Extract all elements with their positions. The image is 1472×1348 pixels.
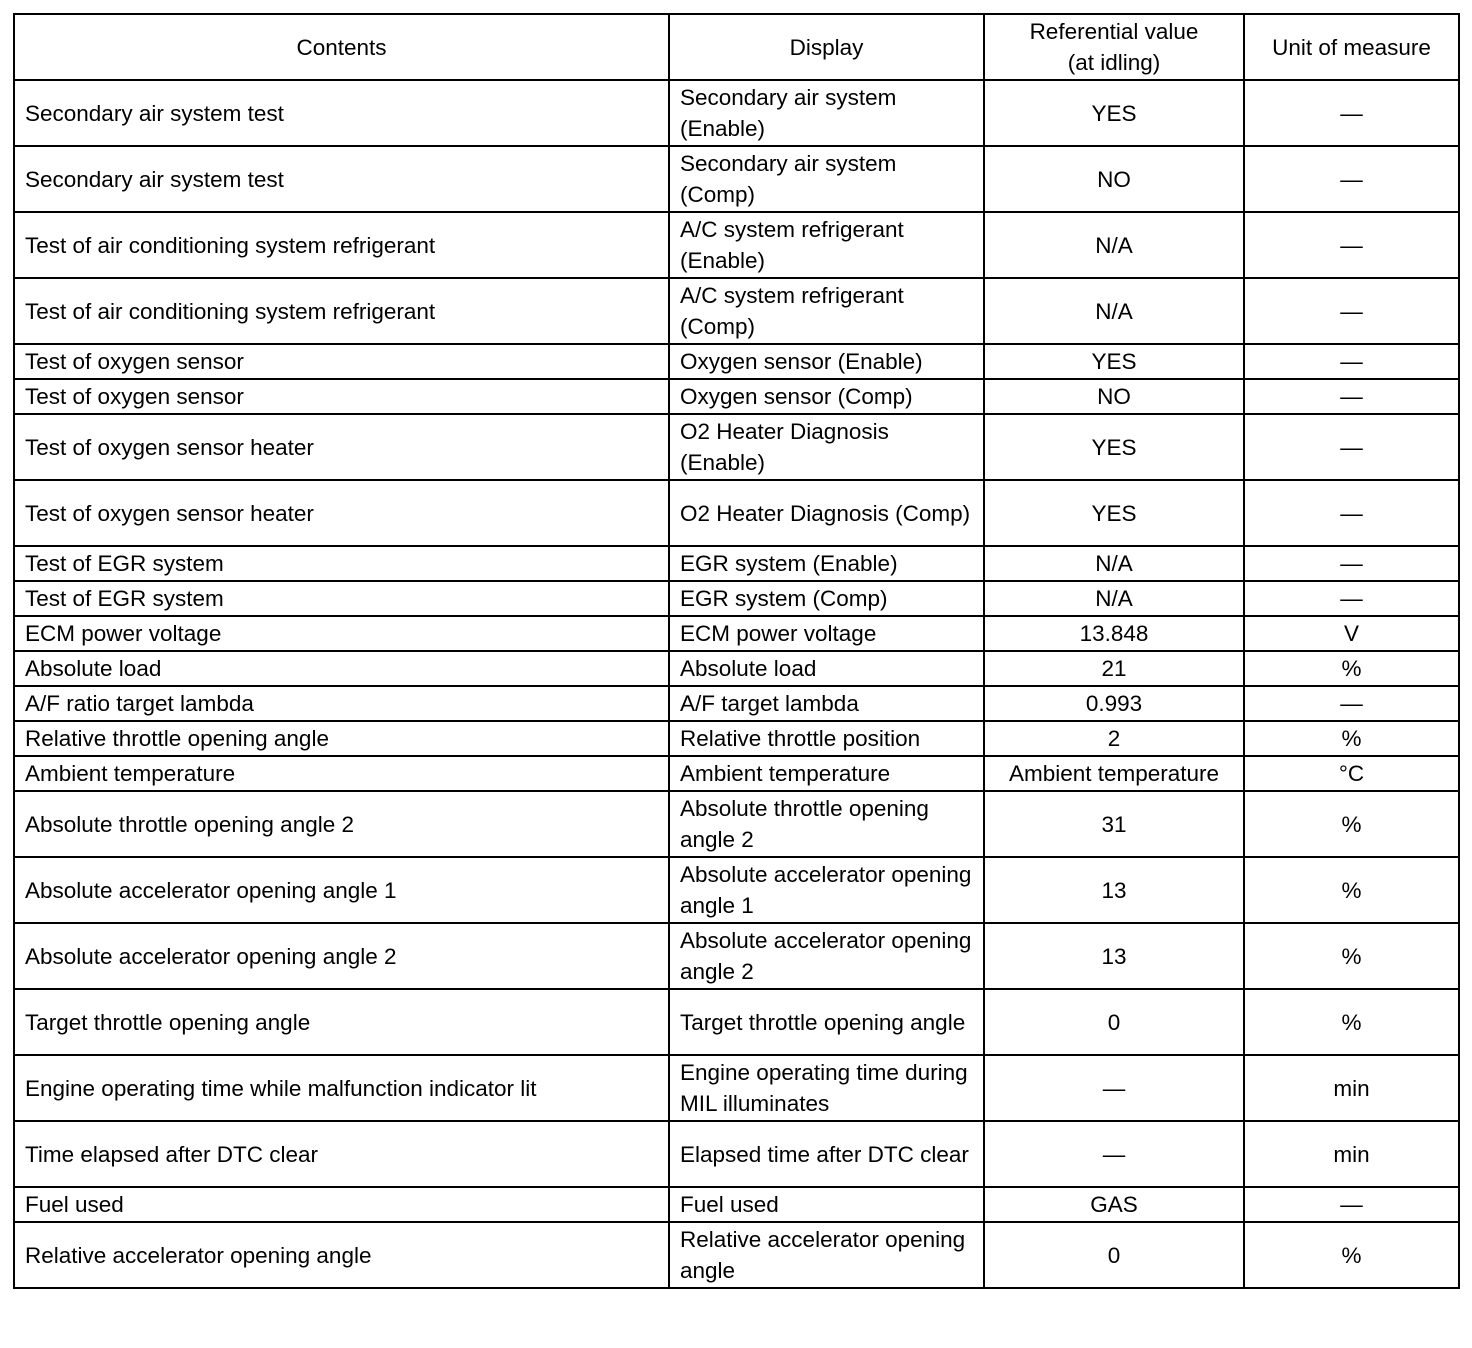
cell-display: O2 Heater Diagnosis (Comp) bbox=[669, 480, 984, 546]
cell-display: Relative accelerator opening angle bbox=[669, 1222, 984, 1288]
cell-contents: Test of oxygen sensor bbox=[14, 379, 669, 414]
cell-display: Target throttle opening angle bbox=[669, 989, 984, 1055]
cell-unit: — bbox=[1244, 344, 1459, 379]
cell-value: N/A bbox=[984, 546, 1244, 581]
cell-value: N/A bbox=[984, 278, 1244, 344]
cell-contents: Absolute accelerator opening angle 1 bbox=[14, 857, 669, 923]
cell-contents: Fuel used bbox=[14, 1187, 669, 1222]
cell-value: 31 bbox=[984, 791, 1244, 857]
cell-contents: Test of EGR system bbox=[14, 546, 669, 581]
table-row bbox=[14, 1222, 1459, 1288]
cell-display: ECM power voltage bbox=[669, 616, 984, 651]
cell-contents: Absolute throttle opening angle 2 bbox=[14, 791, 669, 857]
cell-contents: Relative accelerator opening angle bbox=[14, 1222, 669, 1288]
table-row bbox=[14, 480, 1459, 546]
cell-unit: — bbox=[1244, 414, 1459, 480]
cell-contents: ECM power voltage bbox=[14, 616, 669, 651]
header-referential-value bbox=[984, 14, 1244, 80]
table-row bbox=[14, 857, 1459, 923]
cell-unit: — bbox=[1244, 80, 1459, 146]
cell-unit: — bbox=[1244, 146, 1459, 212]
cell-value: NO bbox=[984, 379, 1244, 414]
cell-contents: Test of oxygen sensor heater bbox=[14, 480, 669, 546]
cell-contents: Test of air conditioning system refrigerant bbox=[14, 278, 669, 344]
cell-display: Absolute load bbox=[669, 651, 984, 686]
cell-contents: Relative throttle opening angle bbox=[14, 721, 669, 756]
cell-unit: °C bbox=[1244, 756, 1459, 791]
cell-display: A/F target lambda bbox=[669, 686, 984, 721]
cell-value: — bbox=[984, 1055, 1244, 1121]
cell-unit: % bbox=[1244, 857, 1459, 923]
table-row bbox=[14, 546, 1459, 581]
cell-unit: % bbox=[1244, 989, 1459, 1055]
table-row bbox=[14, 1055, 1459, 1121]
cell-contents: Secondary air system test bbox=[14, 146, 669, 212]
cell-unit: — bbox=[1244, 480, 1459, 546]
cell-display: Elapsed time after DTC clear bbox=[669, 1121, 984, 1187]
cell-value: 21 bbox=[984, 651, 1244, 686]
cell-contents: Ambient temperature bbox=[14, 756, 669, 791]
cell-unit: — bbox=[1244, 546, 1459, 581]
cell-value: NO bbox=[984, 146, 1244, 212]
cell-display: Oxygen sensor (Enable) bbox=[669, 344, 984, 379]
data-table bbox=[13, 13, 1460, 1289]
cell-contents: Time elapsed after DTC clear bbox=[14, 1121, 669, 1187]
cell-display: O2 Heater Diagnosis (Enable) bbox=[669, 414, 984, 480]
cell-unit: — bbox=[1244, 379, 1459, 414]
cell-value: 2 bbox=[984, 721, 1244, 756]
cell-contents: Test of EGR system bbox=[14, 581, 669, 616]
cell-value: 0 bbox=[984, 1222, 1244, 1288]
cell-value: 13 bbox=[984, 857, 1244, 923]
cell-unit: % bbox=[1244, 923, 1459, 989]
table-row bbox=[14, 80, 1459, 146]
cell-display: Absolute accelerator opening angle 2 bbox=[669, 923, 984, 989]
cell-value: YES bbox=[984, 414, 1244, 480]
cell-unit: — bbox=[1244, 212, 1459, 278]
cell-value: YES bbox=[984, 480, 1244, 546]
header-referential-line2: (at idling) bbox=[1067, 50, 1161, 75]
table-row bbox=[14, 923, 1459, 989]
cell-unit: — bbox=[1244, 278, 1459, 344]
cell-display: Secondary air system (Enable) bbox=[669, 80, 984, 146]
table-row bbox=[14, 414, 1459, 480]
table-row bbox=[14, 616, 1459, 651]
cell-unit: — bbox=[1244, 581, 1459, 616]
header-referential-line1: Referential value bbox=[1029, 19, 1199, 44]
cell-display: EGR system (Comp) bbox=[669, 581, 984, 616]
table-row bbox=[14, 791, 1459, 857]
cell-display: Secondary air system (Comp) bbox=[669, 146, 984, 212]
table-row bbox=[14, 146, 1459, 212]
table-row bbox=[14, 581, 1459, 616]
cell-value: 0 bbox=[984, 989, 1244, 1055]
cell-unit: — bbox=[1244, 1187, 1459, 1222]
table-row bbox=[14, 651, 1459, 686]
table-row bbox=[14, 212, 1459, 278]
cell-unit: min bbox=[1244, 1121, 1459, 1187]
cell-display: Fuel used bbox=[669, 1187, 984, 1222]
table-row bbox=[14, 686, 1459, 721]
cell-value: 13.848 bbox=[984, 616, 1244, 651]
cell-value: N/A bbox=[984, 581, 1244, 616]
cell-display: Absolute accelerator opening angle 1 bbox=[669, 857, 984, 923]
cell-contents: Engine operating time while malfunction indicator lit bbox=[14, 1055, 669, 1121]
header-contents: Contents bbox=[14, 14, 669, 80]
cell-contents: Target throttle opening angle bbox=[14, 989, 669, 1055]
cell-display: Oxygen sensor (Comp) bbox=[669, 379, 984, 414]
cell-contents: Test of oxygen sensor bbox=[14, 344, 669, 379]
cell-unit: — bbox=[1244, 686, 1459, 721]
cell-unit: % bbox=[1244, 1222, 1459, 1288]
cell-contents: Test of oxygen sensor heater bbox=[14, 414, 669, 480]
cell-display: Absolute throttle opening angle 2 bbox=[669, 791, 984, 857]
cell-value: N/A bbox=[984, 212, 1244, 278]
cell-unit: min bbox=[1244, 1055, 1459, 1121]
cell-value: — bbox=[984, 1121, 1244, 1187]
cell-display: A/C system refrigerant (Comp) bbox=[669, 278, 984, 344]
cell-contents: A/F ratio target lambda bbox=[14, 686, 669, 721]
cell-display: EGR system (Enable) bbox=[669, 546, 984, 581]
table-row bbox=[14, 1121, 1459, 1187]
table-row bbox=[14, 1187, 1459, 1222]
cell-contents: Secondary air system test bbox=[14, 80, 669, 146]
cell-contents: Absolute accelerator opening angle 2 bbox=[14, 923, 669, 989]
cell-unit: % bbox=[1244, 721, 1459, 756]
table-row bbox=[14, 989, 1459, 1055]
cell-value: Ambient temperature bbox=[984, 756, 1244, 791]
table-row bbox=[14, 344, 1459, 379]
table-row bbox=[14, 756, 1459, 791]
cell-unit: % bbox=[1244, 651, 1459, 686]
cell-contents: Absolute load bbox=[14, 651, 669, 686]
cell-unit: V bbox=[1244, 616, 1459, 651]
cell-value: 13 bbox=[984, 923, 1244, 989]
cell-value: YES bbox=[984, 80, 1244, 146]
table-row bbox=[14, 379, 1459, 414]
cell-display: Engine operating time during MIL illuminates bbox=[669, 1055, 984, 1121]
cell-display: Relative throttle position bbox=[669, 721, 984, 756]
cell-value: YES bbox=[984, 344, 1244, 379]
cell-display: Ambient temperature bbox=[669, 756, 984, 791]
cell-value: GAS bbox=[984, 1187, 1244, 1222]
cell-unit: % bbox=[1244, 791, 1459, 857]
table-row bbox=[14, 278, 1459, 344]
cell-contents: Test of air conditioning system refrigerant bbox=[14, 212, 669, 278]
header-unit: Unit of measure bbox=[1244, 14, 1459, 80]
cell-display: A/C system refrigerant (Enable) bbox=[669, 212, 984, 278]
header-row bbox=[14, 14, 1459, 80]
header-display: Display bbox=[669, 14, 984, 80]
table-row bbox=[14, 721, 1459, 756]
cell-value: 0.993 bbox=[984, 686, 1244, 721]
